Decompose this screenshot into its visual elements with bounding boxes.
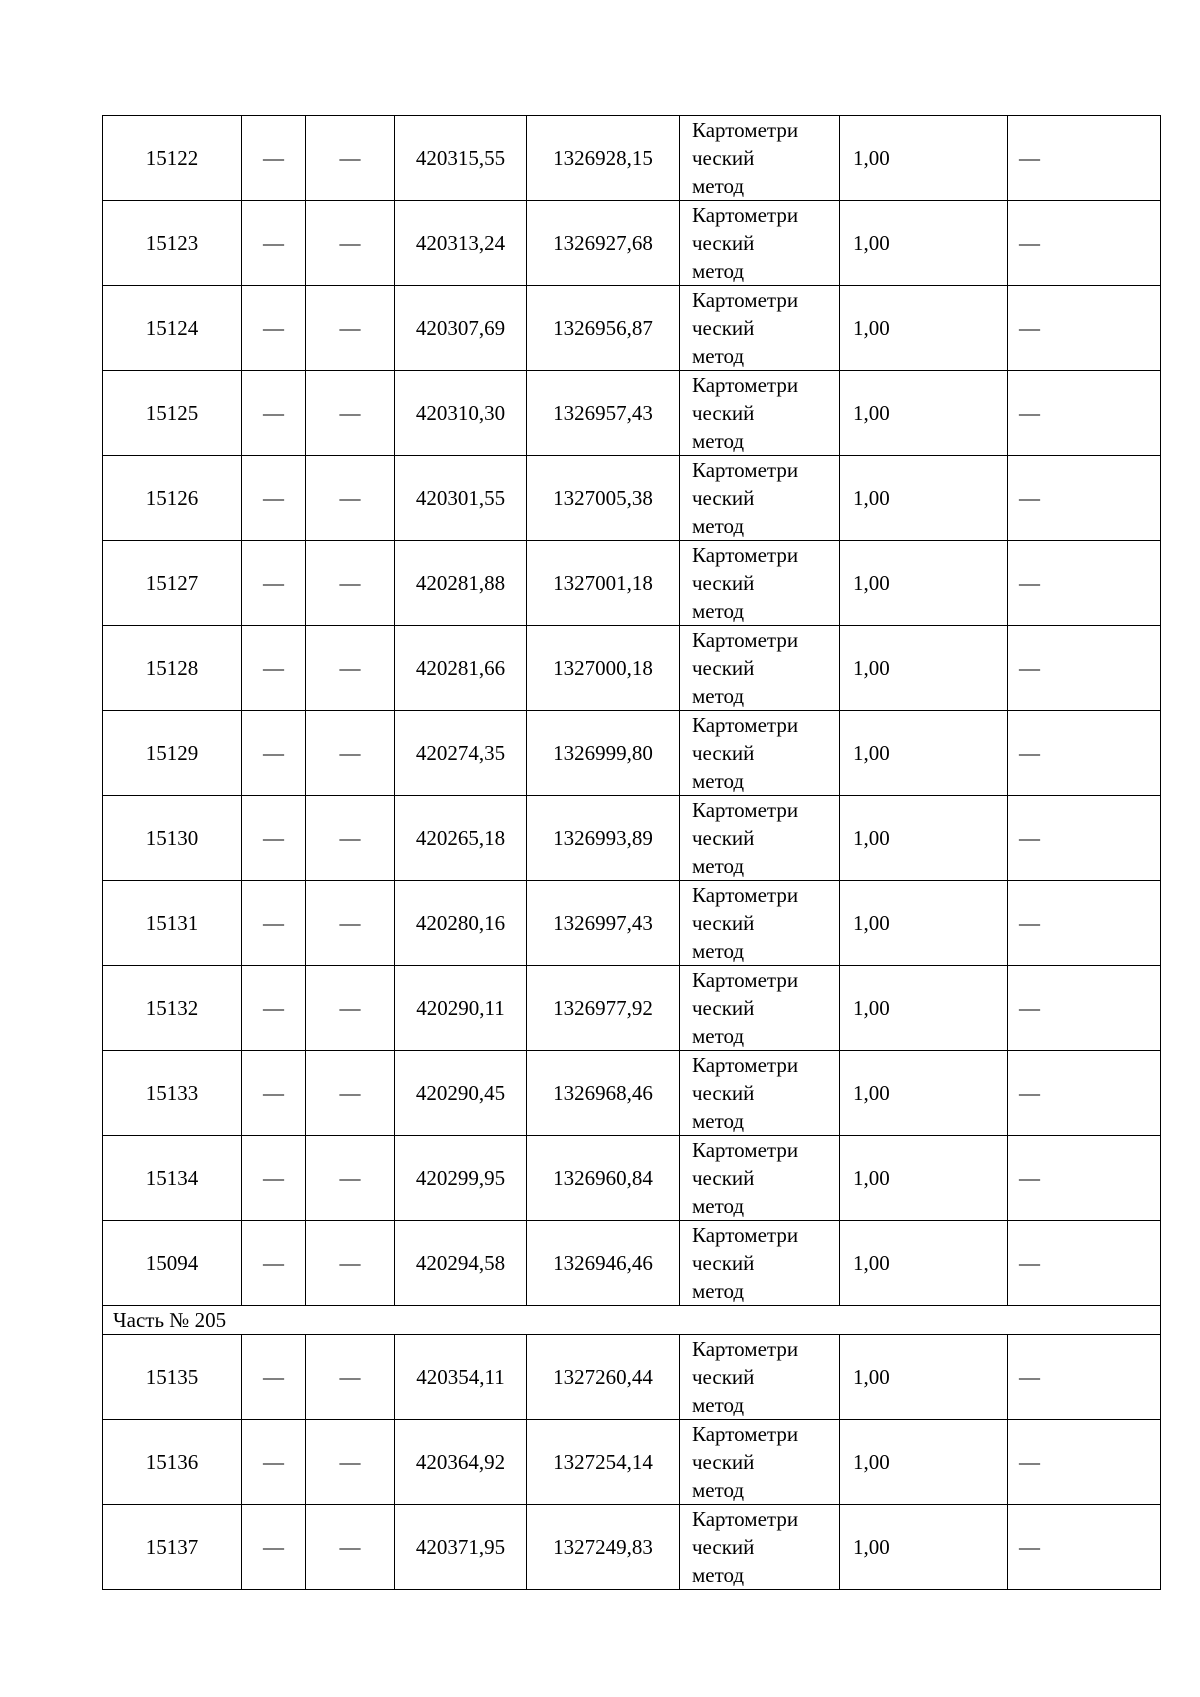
x-coordinate-cell: 420315,55 bbox=[395, 116, 527, 201]
x-coordinate-cell: 420265,18 bbox=[395, 796, 527, 881]
note-cell: — bbox=[1008, 796, 1161, 881]
accuracy-cell: 1,00 bbox=[840, 711, 1008, 796]
old-y-cell: — bbox=[306, 966, 395, 1051]
old-x-cell: — bbox=[242, 116, 306, 201]
accuracy-cell: 1,00 bbox=[840, 286, 1008, 371]
method-text-line: ческий bbox=[692, 996, 755, 1020]
method-text-line: Картометри bbox=[692, 968, 799, 992]
method-text-line: ческий bbox=[692, 571, 755, 595]
method-cell bbox=[680, 371, 840, 456]
point-number-cell: 15094 bbox=[103, 1221, 242, 1306]
method-cell bbox=[680, 116, 840, 201]
accuracy-cell: 1,00 bbox=[840, 456, 1008, 541]
method-text-line: метод bbox=[692, 1393, 745, 1417]
point-number-cell: 15130 bbox=[103, 796, 242, 881]
method-text-line: ческий bbox=[692, 486, 755, 510]
method-text-line: Картометри bbox=[692, 373, 799, 397]
old-x-cell: — bbox=[242, 371, 306, 456]
note-cell: — bbox=[1008, 541, 1161, 626]
method-text-line: Картометри bbox=[692, 543, 799, 567]
method-cell bbox=[680, 456, 840, 541]
x-coordinate-cell: 420280,16 bbox=[395, 881, 527, 966]
y-coordinate-cell: 1326997,43 bbox=[527, 881, 680, 966]
note-cell: — bbox=[1008, 881, 1161, 966]
old-y-cell: — bbox=[306, 456, 395, 541]
accuracy-cell: 1,00 bbox=[840, 1221, 1008, 1306]
method-cell bbox=[680, 1136, 840, 1221]
table-row bbox=[103, 371, 1161, 456]
y-coordinate-cell: 1326960,84 bbox=[527, 1136, 680, 1221]
accuracy-cell: 1,00 bbox=[840, 1335, 1008, 1420]
x-coordinate-cell: 420281,88 bbox=[395, 541, 527, 626]
method-text-line: Картометри bbox=[692, 458, 799, 482]
method-cell bbox=[680, 1420, 840, 1505]
table-row bbox=[103, 286, 1161, 371]
old-y-cell: — bbox=[306, 711, 395, 796]
method-text-line: метод bbox=[692, 1109, 745, 1133]
old-y-cell: — bbox=[306, 116, 395, 201]
method-text-line: Картометри bbox=[692, 1337, 799, 1361]
table-row bbox=[103, 1136, 1161, 1221]
old-x-cell: — bbox=[242, 796, 306, 881]
method-text-line: ческий bbox=[692, 1081, 755, 1105]
method-cell bbox=[680, 1505, 840, 1590]
note-cell: — bbox=[1008, 626, 1161, 711]
old-y-cell: — bbox=[306, 371, 395, 456]
method-text-line: Картометри bbox=[692, 798, 799, 822]
note-cell: — bbox=[1008, 711, 1161, 796]
x-coordinate-cell: 420294,58 bbox=[395, 1221, 527, 1306]
method-cell bbox=[680, 796, 840, 881]
method-cell bbox=[680, 201, 840, 286]
method-text-line: ческий bbox=[692, 1251, 755, 1275]
y-coordinate-cell: 1326928,15 bbox=[527, 116, 680, 201]
method-text-line: ческий bbox=[692, 1166, 755, 1190]
method-text-line: Картометри bbox=[692, 628, 799, 652]
y-coordinate-cell: 1326999,80 bbox=[527, 711, 680, 796]
table-row bbox=[103, 711, 1161, 796]
old-x-cell: — bbox=[242, 1505, 306, 1590]
table-row bbox=[103, 1505, 1161, 1590]
table-row bbox=[103, 966, 1161, 1051]
y-coordinate-cell: 1326946,46 bbox=[527, 1221, 680, 1306]
old-x-cell: — bbox=[242, 1221, 306, 1306]
method-cell bbox=[680, 881, 840, 966]
old-y-cell: — bbox=[306, 541, 395, 626]
table-row bbox=[103, 881, 1161, 966]
method-text-line: ческий bbox=[692, 146, 755, 170]
note-cell: — bbox=[1008, 371, 1161, 456]
table-row bbox=[103, 1420, 1161, 1505]
old-x-cell: — bbox=[242, 541, 306, 626]
x-coordinate-cell: 420310,30 bbox=[395, 371, 527, 456]
method-text-line: ческий bbox=[692, 1450, 755, 1474]
old-y-cell: — bbox=[306, 1051, 395, 1136]
note-cell: — bbox=[1008, 1136, 1161, 1221]
point-number-cell: 15124 bbox=[103, 286, 242, 371]
y-coordinate-cell: 1326927,68 bbox=[527, 201, 680, 286]
note-cell: — bbox=[1008, 1505, 1161, 1590]
old-y-cell: — bbox=[306, 796, 395, 881]
method-text-line: ческий bbox=[692, 231, 755, 255]
method-text-line: метод bbox=[692, 939, 745, 963]
table-row bbox=[103, 456, 1161, 541]
y-coordinate-cell: 1327254,14 bbox=[527, 1420, 680, 1505]
section-label: Часть № 205 bbox=[103, 1306, 1161, 1335]
method-text-line: метод bbox=[692, 1194, 745, 1218]
y-coordinate-cell: 1327260,44 bbox=[527, 1335, 680, 1420]
note-cell: — bbox=[1008, 966, 1161, 1051]
x-coordinate-cell: 420307,69 bbox=[395, 286, 527, 371]
method-text-line: Картометри bbox=[692, 1138, 799, 1162]
method-cell bbox=[680, 1051, 840, 1136]
accuracy-cell: 1,00 bbox=[840, 966, 1008, 1051]
old-x-cell: — bbox=[242, 286, 306, 371]
method-cell bbox=[680, 541, 840, 626]
point-number-cell: 15123 bbox=[103, 201, 242, 286]
method-text-line: Картометри bbox=[692, 203, 799, 227]
x-coordinate-cell: 420274,35 bbox=[395, 711, 527, 796]
accuracy-cell: 1,00 bbox=[840, 201, 1008, 286]
accuracy-cell: 1,00 bbox=[840, 371, 1008, 456]
section-header-row bbox=[103, 1306, 1161, 1335]
accuracy-cell: 1,00 bbox=[840, 541, 1008, 626]
accuracy-cell: 1,00 bbox=[840, 1051, 1008, 1136]
method-text-line: метод bbox=[692, 1563, 745, 1587]
note-cell: — bbox=[1008, 1051, 1161, 1136]
accuracy-cell: 1,00 bbox=[840, 796, 1008, 881]
old-x-cell: — bbox=[242, 1051, 306, 1136]
table-row bbox=[103, 1051, 1161, 1136]
note-cell: — bbox=[1008, 1420, 1161, 1505]
point-number-cell: 15131 bbox=[103, 881, 242, 966]
method-text-line: метод bbox=[692, 684, 745, 708]
x-coordinate-cell: 420299,95 bbox=[395, 1136, 527, 1221]
old-y-cell: — bbox=[306, 1420, 395, 1505]
point-number-cell: 15132 bbox=[103, 966, 242, 1051]
accuracy-cell: 1,00 bbox=[840, 1505, 1008, 1590]
method-text-line: метод bbox=[692, 599, 745, 623]
table-row bbox=[103, 796, 1161, 881]
point-number-cell: 15125 bbox=[103, 371, 242, 456]
old-y-cell: — bbox=[306, 626, 395, 711]
method-text-line: Картометри bbox=[692, 288, 799, 312]
old-x-cell: — bbox=[242, 1136, 306, 1221]
method-text-line: Картометри bbox=[692, 1053, 799, 1077]
point-number-cell: 15133 bbox=[103, 1051, 242, 1136]
accuracy-cell: 1,00 bbox=[840, 1136, 1008, 1221]
accuracy-cell: 1,00 bbox=[840, 1420, 1008, 1505]
note-cell: — bbox=[1008, 1335, 1161, 1420]
old-x-cell: — bbox=[242, 1335, 306, 1420]
table-row bbox=[103, 201, 1161, 286]
x-coordinate-cell: 420354,11 bbox=[395, 1335, 527, 1420]
x-coordinate-cell: 420301,55 bbox=[395, 456, 527, 541]
method-cell bbox=[680, 626, 840, 711]
y-coordinate-cell: 1327249,83 bbox=[527, 1505, 680, 1590]
method-text-line: метод bbox=[692, 174, 745, 198]
coordinates-table bbox=[102, 115, 1161, 1590]
note-cell: — bbox=[1008, 1221, 1161, 1306]
y-coordinate-cell: 1326977,92 bbox=[527, 966, 680, 1051]
old-y-cell: — bbox=[306, 1505, 395, 1590]
method-text-line: ческий bbox=[692, 656, 755, 680]
method-cell bbox=[680, 1335, 840, 1420]
method-text-line: метод bbox=[692, 514, 745, 538]
accuracy-cell: 1,00 bbox=[840, 881, 1008, 966]
method-text-line: ческий bbox=[692, 1535, 755, 1559]
point-number-cell: 15122 bbox=[103, 116, 242, 201]
point-number-cell: 15135 bbox=[103, 1335, 242, 1420]
old-y-cell: — bbox=[306, 201, 395, 286]
point-number-cell: 15128 bbox=[103, 626, 242, 711]
old-x-cell: — bbox=[242, 711, 306, 796]
table-row bbox=[103, 626, 1161, 711]
method-text-line: метод bbox=[692, 1478, 745, 1502]
old-x-cell: — bbox=[242, 1420, 306, 1505]
method-text-line: Картометри bbox=[692, 1422, 799, 1446]
method-text-line: ческий bbox=[692, 316, 755, 340]
method-text-line: Картометри bbox=[692, 883, 799, 907]
y-coordinate-cell: 1326993,89 bbox=[527, 796, 680, 881]
x-coordinate-cell: 420281,66 bbox=[395, 626, 527, 711]
y-coordinate-cell: 1326968,46 bbox=[527, 1051, 680, 1136]
method-text-line: Картометри bbox=[692, 1223, 799, 1247]
point-number-cell: 15127 bbox=[103, 541, 242, 626]
old-y-cell: — bbox=[306, 286, 395, 371]
method-cell bbox=[680, 286, 840, 371]
table-row bbox=[103, 541, 1161, 626]
old-y-cell: — bbox=[306, 1136, 395, 1221]
x-coordinate-cell: 420290,11 bbox=[395, 966, 527, 1051]
method-text-line: Картометри bbox=[692, 1507, 799, 1531]
method-text-line: ческий bbox=[692, 826, 755, 850]
note-cell: — bbox=[1008, 116, 1161, 201]
old-x-cell: — bbox=[242, 626, 306, 711]
x-coordinate-cell: 420364,92 bbox=[395, 1420, 527, 1505]
accuracy-cell: 1,00 bbox=[840, 626, 1008, 711]
method-cell bbox=[680, 966, 840, 1051]
table-row bbox=[103, 1335, 1161, 1420]
method-cell bbox=[680, 1221, 840, 1306]
y-coordinate-cell: 1327000,18 bbox=[527, 626, 680, 711]
table-row bbox=[103, 1221, 1161, 1306]
method-text-line: метод bbox=[692, 344, 745, 368]
method-text-line: метод bbox=[692, 769, 745, 793]
table-row bbox=[103, 116, 1161, 201]
y-coordinate-cell: 1326956,87 bbox=[527, 286, 680, 371]
x-coordinate-cell: 420313,24 bbox=[395, 201, 527, 286]
point-number-cell: 15134 bbox=[103, 1136, 242, 1221]
method-text-line: ческий bbox=[692, 401, 755, 425]
old-x-cell: — bbox=[242, 201, 306, 286]
method-text-line: метод bbox=[692, 1279, 745, 1303]
y-coordinate-cell: 1327001,18 bbox=[527, 541, 680, 626]
method-text-line: Картометри bbox=[692, 118, 799, 142]
accuracy-cell: 1,00 bbox=[840, 116, 1008, 201]
method-text-line: ческий bbox=[692, 911, 755, 935]
point-number-cell: 15129 bbox=[103, 711, 242, 796]
old-x-cell: — bbox=[242, 881, 306, 966]
note-cell: — bbox=[1008, 201, 1161, 286]
point-number-cell: 15137 bbox=[103, 1505, 242, 1590]
y-coordinate-cell: 1327005,38 bbox=[527, 456, 680, 541]
x-coordinate-cell: 420290,45 bbox=[395, 1051, 527, 1136]
point-number-cell: 15136 bbox=[103, 1420, 242, 1505]
point-number-cell: 15126 bbox=[103, 456, 242, 541]
old-x-cell: — bbox=[242, 966, 306, 1051]
method-cell bbox=[680, 711, 840, 796]
method-text-line: метод bbox=[692, 259, 745, 283]
method-text-line: ческий bbox=[692, 741, 755, 765]
old-x-cell: — bbox=[242, 456, 306, 541]
method-text-line: метод bbox=[692, 429, 745, 453]
method-text-line: метод bbox=[692, 1024, 745, 1048]
y-coordinate-cell: 1326957,43 bbox=[527, 371, 680, 456]
method-text-line: метод bbox=[692, 854, 745, 878]
x-coordinate-cell: 420371,95 bbox=[395, 1505, 527, 1590]
note-cell: — bbox=[1008, 456, 1161, 541]
old-y-cell: — bbox=[306, 1335, 395, 1420]
method-text-line: ческий bbox=[692, 1365, 755, 1389]
old-y-cell: — bbox=[306, 1221, 395, 1306]
note-cell: — bbox=[1008, 286, 1161, 371]
method-text-line: Картометри bbox=[692, 713, 799, 737]
old-y-cell: — bbox=[306, 881, 395, 966]
